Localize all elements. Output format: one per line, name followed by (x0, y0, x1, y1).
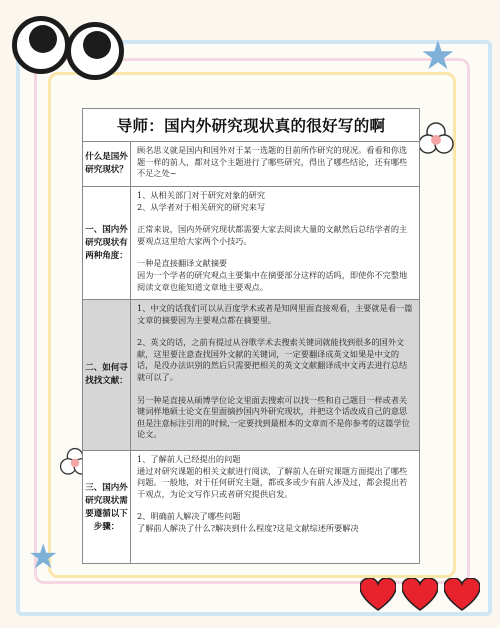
paragraph: 一种是直接翻译文献摘要 (137, 258, 228, 269)
hearts-decoration (360, 578, 480, 612)
row-label: 一、国内外研究现状有两种角度： (83, 187, 131, 299)
star-icon: ★ (28, 537, 59, 577)
heart-icon (444, 578, 480, 612)
table-row (83, 187, 419, 300)
paragraph: 正常来说，国内外研究现状都需要大家去阅读大量的文献然后总结学者的主要观点这里给大家两个小技巧。 (137, 224, 408, 246)
paragraph: 了解前人解决了什么?解决到什么程度?这是文献综述所要解决 (137, 522, 359, 533)
paragraph: 1、中文的话我们可以从百度学术或者是知网里面直接观看，主要就是看一篇文章的摘要因为主要观点都在摘要里。 (137, 303, 413, 325)
eyes-icon (8, 8, 118, 78)
star-icon: ★ (420, 33, 456, 79)
row-label: 三、国内外研究现状需要遵循以下步骤： (83, 451, 131, 564)
table-row (83, 451, 419, 564)
table-row (83, 142, 419, 187)
paragraph: 1、从相关部门对于研究对象的研究 (137, 190, 266, 200)
heart-icon (360, 578, 396, 612)
paragraph: 通过对研究课题的相关文献进行阅读，了解前人在研究课题方面提出了哪些问题。一般地，对于任何研究主题，都或多或少有前人涉及过，都会提出若干观点，为论文写作只或者研究提供启发。 (137, 465, 408, 499)
row-content (131, 451, 419, 564)
info-table (82, 108, 420, 564)
page-title: 导师：国内外研究现状真的很好写的啊 (83, 109, 419, 142)
paragraph: 2、英文的话，之前有提过从谷歌学术去搜索关键词就能找到很多的国外文献，这里要注意查找国外文献的关键词，一定要翻译成英文如果是中文的话，是没办法识别的然后只需要把相关的英文文献翻译成中文再去进行总结就可以了。 (137, 337, 408, 382)
row-content (131, 187, 419, 299)
paragraph: 1、了解前人已经提出的问题 (137, 454, 241, 464)
paragraph: 另一种是直接从硕博学位论文里面去搜索可以找一些和自己题目一样或者关键词样地硕士论文在里面摘抄国内外研究现状，并把这个话改成自己的意思但是注意标注引用的时候,一定要找到最根本的文章而不是你参考的这篇学位论文。 (137, 394, 410, 440)
paragraph: 顾名思义就是国内和国外对于某一选题的目前所作研究的现况。看看和你选题一样的前人，都对这个主题进行了哪些研究，得出了哪些结论，还有哪些不足之处~ (137, 145, 408, 179)
paragraph: 2、从学者对于相关研究的研究来写 (137, 201, 266, 212)
heart-icon (402, 578, 438, 612)
flower-icon (416, 120, 456, 160)
row-label: 什么是国外研究现状？ (83, 142, 131, 186)
row-label: 二、如何寻找找文献： (83, 300, 131, 450)
row-content (131, 142, 419, 186)
row-content (131, 300, 419, 450)
paragraph: 2、明确前人解决了哪些问题 (137, 511, 241, 522)
table-row (83, 300, 419, 451)
paragraph: 因为一个学者的研究观点主要集中在摘要部分这样的话吗，即使你不完整地阅读文章也能知道文章地主要观点。 (137, 269, 408, 292)
